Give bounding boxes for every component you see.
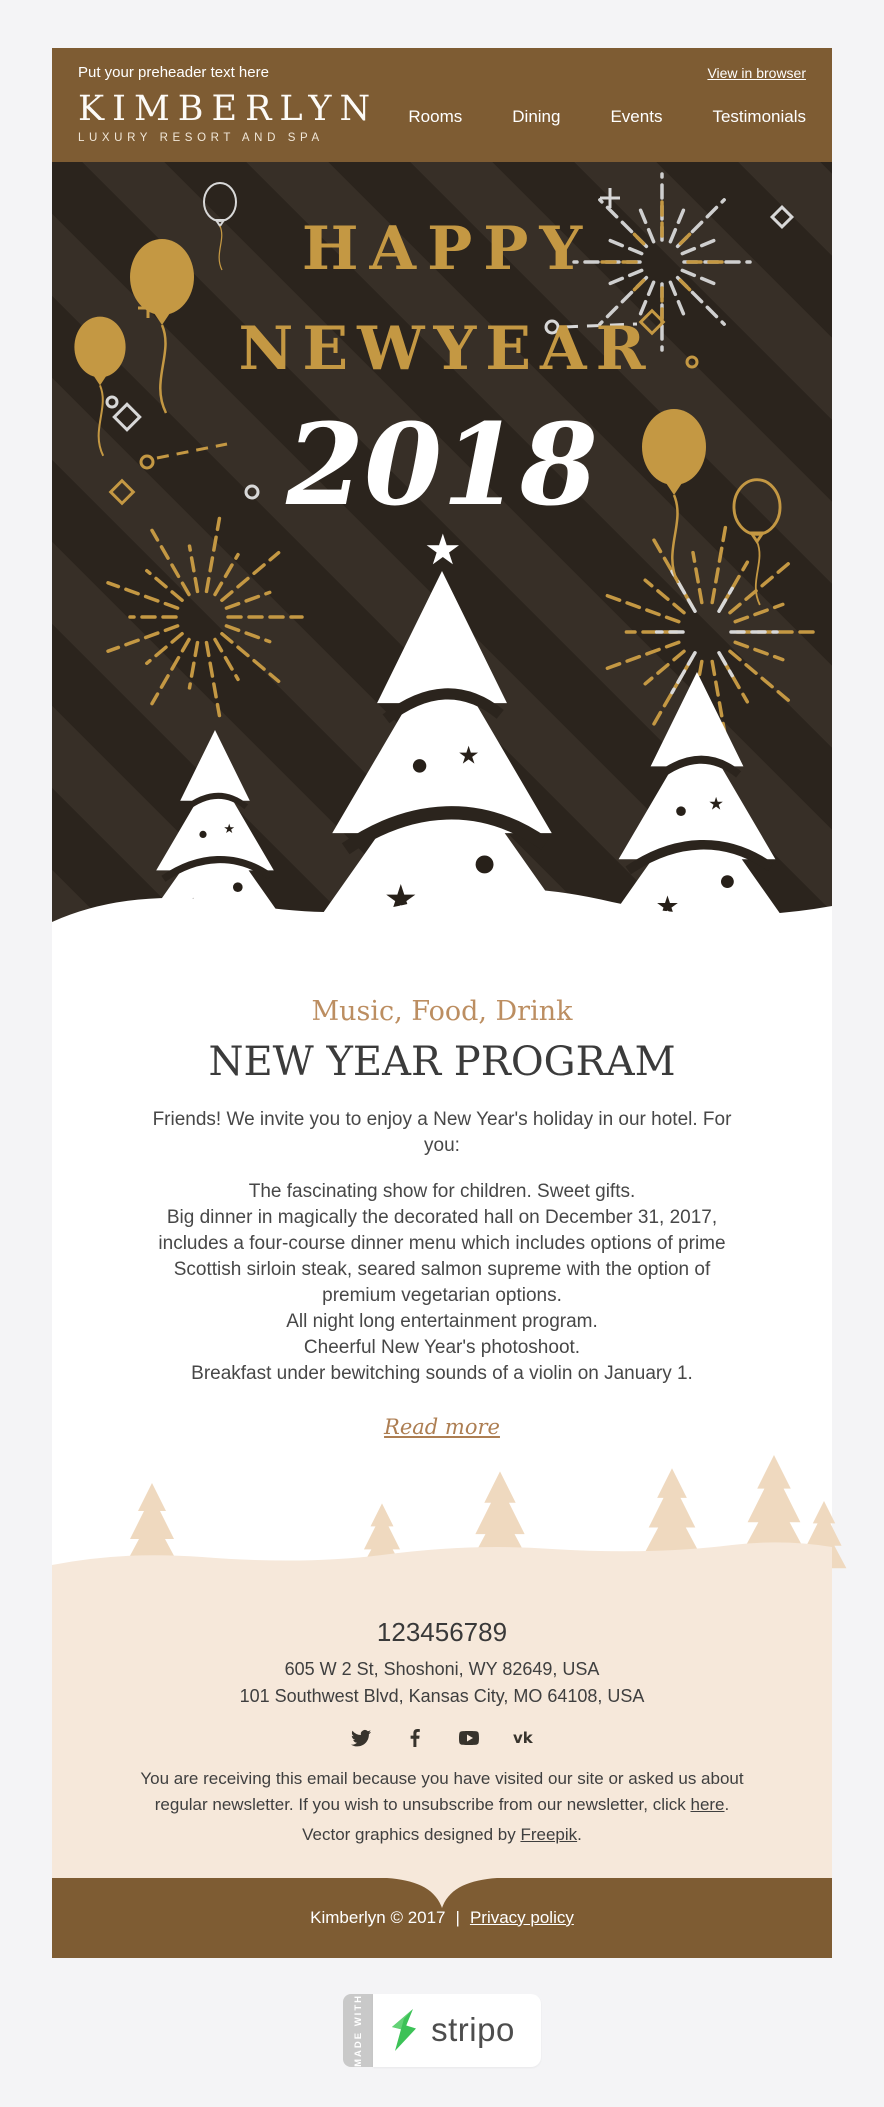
program-section xyxy=(52,952,832,1481)
program-details xyxy=(142,1179,742,1387)
unsubscribe-link[interactable]: here xyxy=(690,1794,725,1814)
view-in-browser-link[interactable]: View in browser xyxy=(707,64,806,81)
hero-line2: NEWYEAR xyxy=(238,313,655,384)
nav-item-testimonials[interactable]: Testimonials xyxy=(712,107,806,127)
brand-tagline: LUXURY RESORT AND SPA xyxy=(78,131,324,144)
nav-item-events[interactable]: Events xyxy=(610,107,663,127)
stripo-logo-icon xyxy=(389,2008,419,2052)
firework-burst-icon xyxy=(657,571,777,692)
copyright-text: Kimberlyn © 2017 xyxy=(310,1907,446,1927)
program-detail-line: All night long entertainment program. xyxy=(286,1310,598,1332)
email-header xyxy=(52,48,832,162)
address-line-2: 101 Southwest Blvd, Kansas City, MO 64108, USA xyxy=(239,1685,645,1706)
brand-row xyxy=(78,85,806,162)
brand-logo-text: KIMBERLYN xyxy=(78,89,379,129)
made-with-ribbon xyxy=(343,1994,373,2067)
program-detail-line: Breakfast under bewitching sounds of a violin on January 1. xyxy=(191,1362,693,1384)
program-detail-line: Big dinner in magically the decorated hall on December 31, 2017, includes a four-course dinner menu which includes options of prime Scottish sirloin steak, seared salmon supreme with the option of premium vegetarian options. xyxy=(158,1206,726,1306)
credits-text: Vector graphics designed by xyxy=(302,1824,521,1844)
program-intro: Friends! We invite you to enjoy a New Year's holiday in our hotel. For you: xyxy=(152,1108,732,1156)
preheader-row xyxy=(78,48,806,85)
made-with-text: MADE WITH xyxy=(352,1993,364,2067)
stripo-card xyxy=(373,1994,541,2067)
footer-info-section xyxy=(52,1587,832,1878)
unsubscribe-note-end: . xyxy=(724,1794,730,1814)
program-detail-line: Cheerful New Year's photoshoot. xyxy=(303,1336,581,1358)
stripo-badge[interactable] xyxy=(343,1994,541,2067)
address-line-1: 605 W 2 St, Shoshoni, WY 82649, USA xyxy=(284,1658,600,1679)
firework-burst-icon xyxy=(108,518,302,715)
twitter-icon[interactable] xyxy=(349,1726,373,1750)
preheader-text: Put your preheader text here xyxy=(78,64,269,81)
credits-end: . xyxy=(577,1824,582,1844)
credits-line xyxy=(122,1822,762,1848)
program-title: NEW YEAR PROGRAM xyxy=(208,1038,676,1085)
youtube-icon[interactable] xyxy=(457,1726,481,1750)
email-container xyxy=(0,13,832,1958)
program-detail-line: The fascinating show for children. Sweet gifts. xyxy=(248,1180,636,1202)
privacy-policy-link[interactable]: Privacy policy xyxy=(469,1907,574,1927)
tree-topper-star-icon: ★ xyxy=(424,525,462,573)
main-nav xyxy=(408,107,806,127)
social-links xyxy=(122,1726,762,1750)
copyright-bar xyxy=(52,1878,832,1958)
program-kicker: Music, Food, Drink xyxy=(311,995,573,1027)
facebook-icon[interactable] xyxy=(403,1726,427,1750)
nav-item-rooms[interactable]: Rooms xyxy=(408,107,463,127)
winter-trees-transition xyxy=(52,1481,832,1587)
unsubscribe-note xyxy=(122,1766,762,1818)
hero-year: 2018 xyxy=(286,399,598,531)
unsubscribe-note-text: You are receiving this email because you have visited our site or asked us about regular newsletter. If you wish to unsubscribe from our newsletter, click xyxy=(140,1768,744,1814)
separator: | xyxy=(455,1907,460,1927)
svg-text:vk: vk xyxy=(513,1728,533,1747)
nav-item-dining[interactable]: Dining xyxy=(512,107,561,127)
hero-line1: HAPPY xyxy=(301,213,594,284)
read-more-link[interactable]: Read more xyxy=(384,1414,500,1439)
brand-logo[interactable] xyxy=(78,91,378,144)
vk-icon[interactable] xyxy=(511,1726,535,1750)
phone-number: 123456789 xyxy=(376,1616,508,1647)
ribbon-notch-shape xyxy=(387,1878,497,1910)
hero-artwork: ★ ★ ★ xyxy=(52,162,832,952)
freepik-link[interactable]: Freepik xyxy=(520,1824,578,1844)
stripo-wordmark: stripo xyxy=(431,2011,515,2049)
